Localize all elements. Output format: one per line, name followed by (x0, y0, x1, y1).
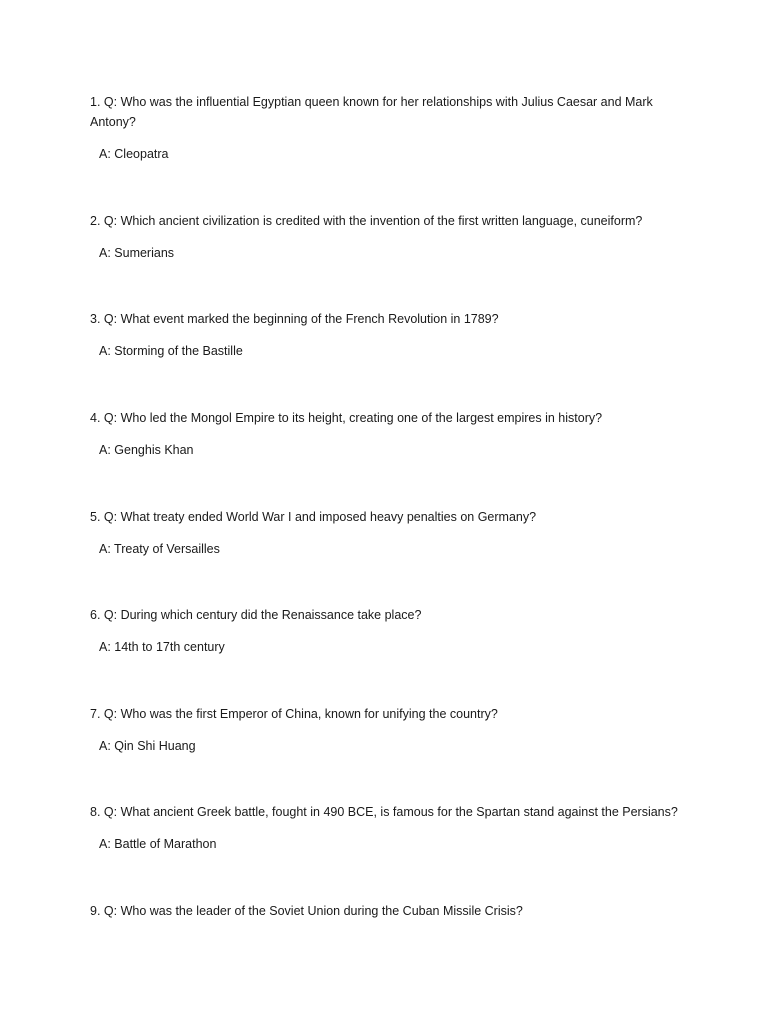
answer-text: A: Cleopatra (99, 147, 169, 161)
question-text: 8. Q: What ancient Greek battle, fought in 490 BCE, is famous for the Spartan stand against the Persians? (90, 805, 678, 819)
qa-item-6 (90, 605, 680, 657)
answer-text: A: 14th to 17th century (99, 640, 225, 654)
question-text: 6. Q: During which century did the Renaissance take place? (90, 608, 422, 622)
answer-text: A: Qin Shi Huang (99, 739, 196, 753)
qa-item-5 (90, 507, 680, 559)
question-text: 2. Q: Which ancient civilization is credited with the invention of the first written language, cuneiform? (90, 214, 643, 228)
qa-item-4 (90, 408, 680, 460)
qa-item-7 (90, 704, 680, 756)
answer-text: A: Sumerians (99, 246, 175, 260)
qa-item-1 (90, 92, 680, 164)
answer-text: A: Battle of Marathon (99, 837, 217, 851)
qa-item-9 (90, 901, 680, 921)
answer-text: A: Treaty of Versailles (99, 542, 220, 556)
question-text: 5. Q: What treaty ended World War I and imposed heavy penalties on Germany? (90, 510, 537, 524)
qa-item-3 (90, 309, 680, 361)
question-text: 3. Q: What event marked the beginning of the French Revolution in 1789? (90, 312, 499, 326)
question-text: 1. Q: Who was the influential Egyptian queen known for her relationships with Julius Caesar and Mark Antony? (90, 95, 653, 129)
question-text: 7. Q: Who was the first Emperor of China, known for unifying the country? (90, 707, 498, 721)
question-text: 9. Q: Who was the leader of the Soviet Union during the Cuban Missile Crisis? (90, 904, 523, 918)
question-text: 4. Q: Who led the Mongol Empire to its height, creating one of the largest empires in history? (90, 411, 603, 425)
qa-item-8 (90, 802, 680, 854)
qa-item-2 (90, 211, 680, 263)
answer-text: A: Genghis Khan (99, 443, 194, 457)
answer-text: A: Storming of the Bastille (99, 344, 243, 358)
